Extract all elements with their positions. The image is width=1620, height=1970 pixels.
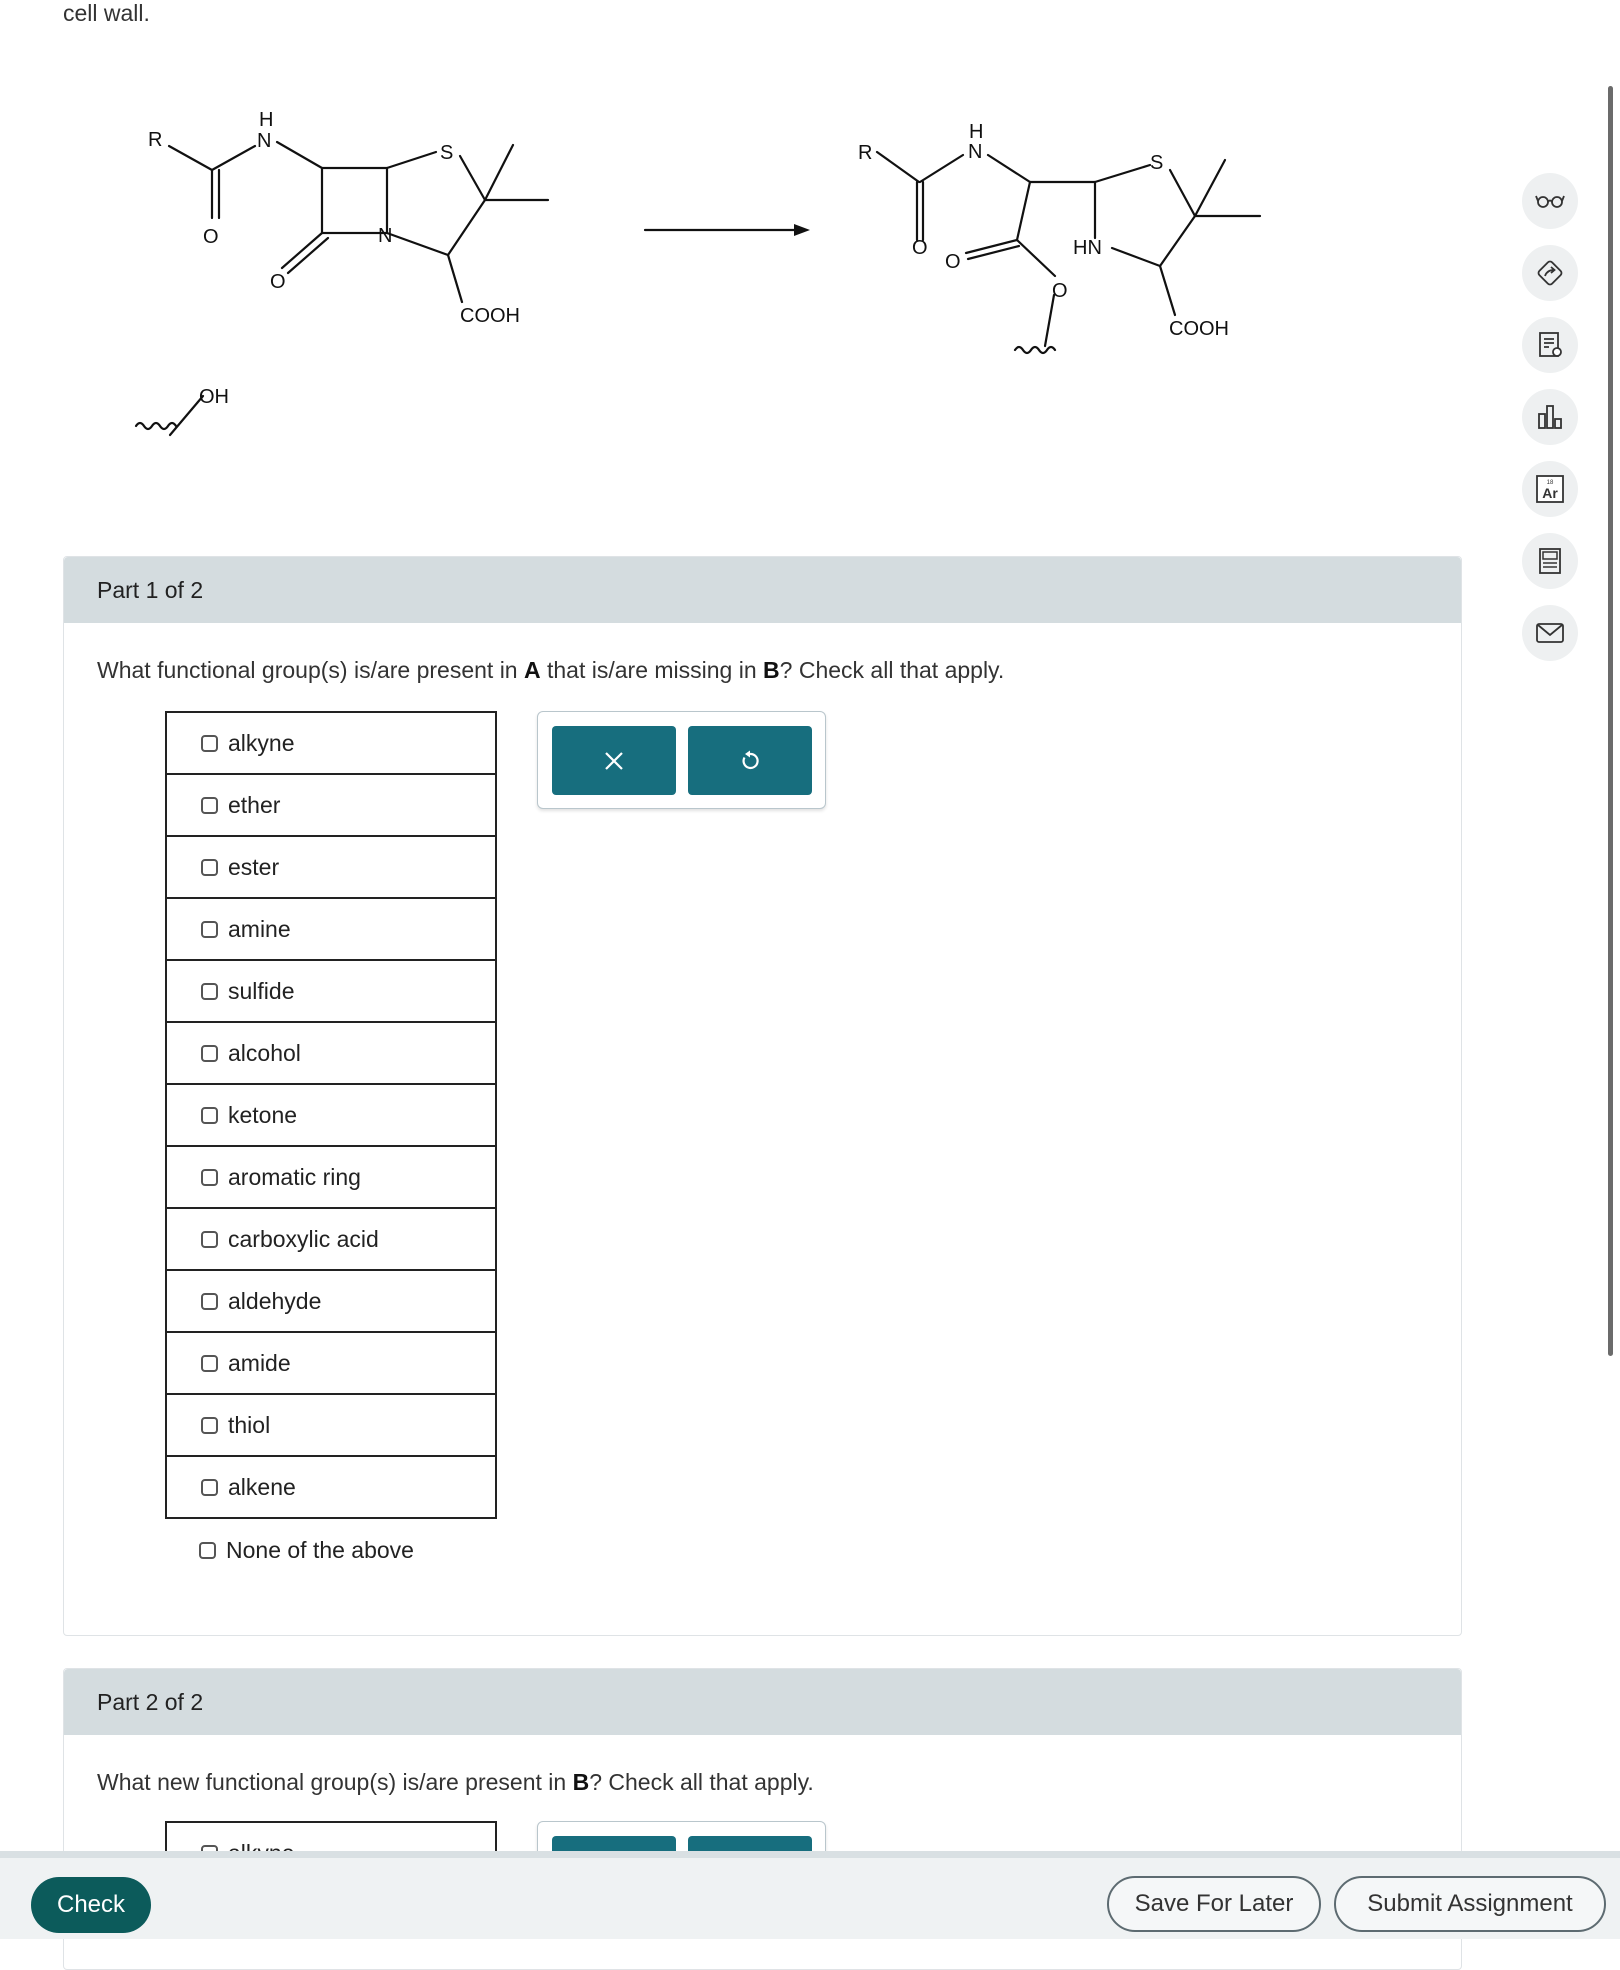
checkbox[interactable] [199, 1542, 216, 1559]
scheme-b-cooh: COOH [1169, 318, 1229, 340]
choice-alkene[interactable]: alkene [165, 1457, 497, 1519]
choice-ether[interactable]: ether [165, 775, 497, 837]
x-icon [603, 750, 625, 772]
choice-alkyne[interactable]: alkyne [165, 711, 497, 775]
choice-thiol[interactable]: thiol [165, 1395, 497, 1457]
scheme-b-r: R [858, 142, 873, 164]
checkbox[interactable] [201, 1045, 218, 1062]
scrollbar[interactable] [1608, 86, 1613, 1356]
part-1-choices [165, 711, 497, 1581]
checkbox[interactable] [201, 1479, 218, 1496]
checkbox[interactable] [201, 1107, 218, 1124]
checkbox[interactable] [201, 859, 218, 876]
scheme-a-nh-h: H [259, 109, 274, 131]
chart-button[interactable] [1522, 389, 1578, 445]
svg-text:18: 18 [1546, 480, 1554, 486]
answer-tools [537, 711, 826, 809]
undo-icon [738, 749, 762, 773]
scheme-oh: OH [199, 386, 229, 408]
checkbox[interactable] [201, 1169, 218, 1186]
choice-ester[interactable]: ester [165, 837, 497, 899]
scheme-a-s: S [440, 142, 454, 164]
checkbox[interactable] [201, 1293, 218, 1310]
check-button[interactable]: Check [31, 1877, 151, 1933]
scheme-b-o3: O [1052, 280, 1068, 302]
choice-aromatic-ring[interactable]: aromatic ring [165, 1147, 497, 1209]
checkbox[interactable] [201, 1355, 218, 1372]
footer-bar [0, 1851, 1620, 1939]
periodic-table-icon [1535, 474, 1565, 504]
checkbox[interactable] [201, 735, 218, 752]
checkbox[interactable] [201, 1417, 218, 1434]
save-for-later-button[interactable]: Save For Later [1107, 1876, 1321, 1932]
periodic-table-button[interactable] [1522, 461, 1578, 517]
scheme-a-nh-n: N [257, 130, 272, 152]
scheme-a-n: N [378, 225, 393, 247]
choice-aldehyde[interactable]: aldehyde [165, 1271, 497, 1333]
submit-assignment-button[interactable]: Submit Assignment [1334, 1876, 1606, 1932]
checkbox[interactable] [201, 797, 218, 814]
svg-text:Ar: Ar [1542, 485, 1558, 501]
scheme-b-nh-n: N [968, 141, 983, 163]
scheme-b-s: S [1150, 152, 1164, 174]
choice-amide[interactable]: amide [165, 1333, 497, 1395]
mail-button[interactable] [1522, 605, 1578, 661]
part-1-header: Part 1 of 2 [64, 557, 1461, 623]
choice-none-of-the-above[interactable]: None of the above [165, 1519, 497, 1581]
guided-solution-button[interactable] [1522, 317, 1578, 373]
scheme-b-hn: HN [1073, 237, 1102, 259]
choice-carboxylic-acid[interactable]: carboxylic acid [165, 1209, 497, 1271]
part-1-question: What functional group(s) is/are present in A that is/are missing in B? Check all that apply. [97, 657, 1005, 683]
calculator-icon [1535, 546, 1565, 576]
checkbox[interactable] [201, 983, 218, 1000]
calculator-button[interactable] [1522, 533, 1578, 589]
choice-sulfide[interactable]: sulfide [165, 961, 497, 1023]
chart-icon [1535, 402, 1565, 432]
scheme-b-o1: O [912, 237, 928, 259]
checkbox[interactable] [201, 1231, 218, 1248]
scheme-a-o2: O [270, 271, 286, 293]
scheme-a-r: R [148, 129, 163, 151]
part-1-card [63, 556, 1462, 1636]
ebook-button[interactable] [1522, 245, 1578, 301]
undo-button[interactable] [688, 726, 812, 795]
choice-amine[interactable]: amine [165, 899, 497, 961]
glasses-icon [1535, 193, 1565, 209]
intro-text: cell wall. [63, 0, 150, 26]
scheme-a-cooh: COOH [460, 305, 520, 327]
scheme-b-o2: O [945, 251, 961, 273]
part-2-header: Part 2 of 2 [64, 1669, 1461, 1735]
choice-alcohol[interactable]: alcohol [165, 1023, 497, 1085]
clear-button[interactable] [552, 726, 676, 795]
choice-ketone[interactable]: ketone [165, 1085, 497, 1147]
reaction-scheme [0, 90, 1460, 490]
scheme-a-o1: O [203, 226, 219, 248]
checkbox[interactable] [201, 921, 218, 938]
guided-solution-icon [1535, 330, 1565, 360]
side-toolbar [1522, 173, 1578, 677]
mail-icon [1535, 621, 1565, 645]
scheme-b-nh-h: H [969, 121, 984, 143]
part-2-question: What new functional group(s) is/are present in B? Check all that apply. [97, 1769, 814, 1795]
ebook-icon [1535, 258, 1565, 288]
read-button[interactable] [1522, 173, 1578, 229]
